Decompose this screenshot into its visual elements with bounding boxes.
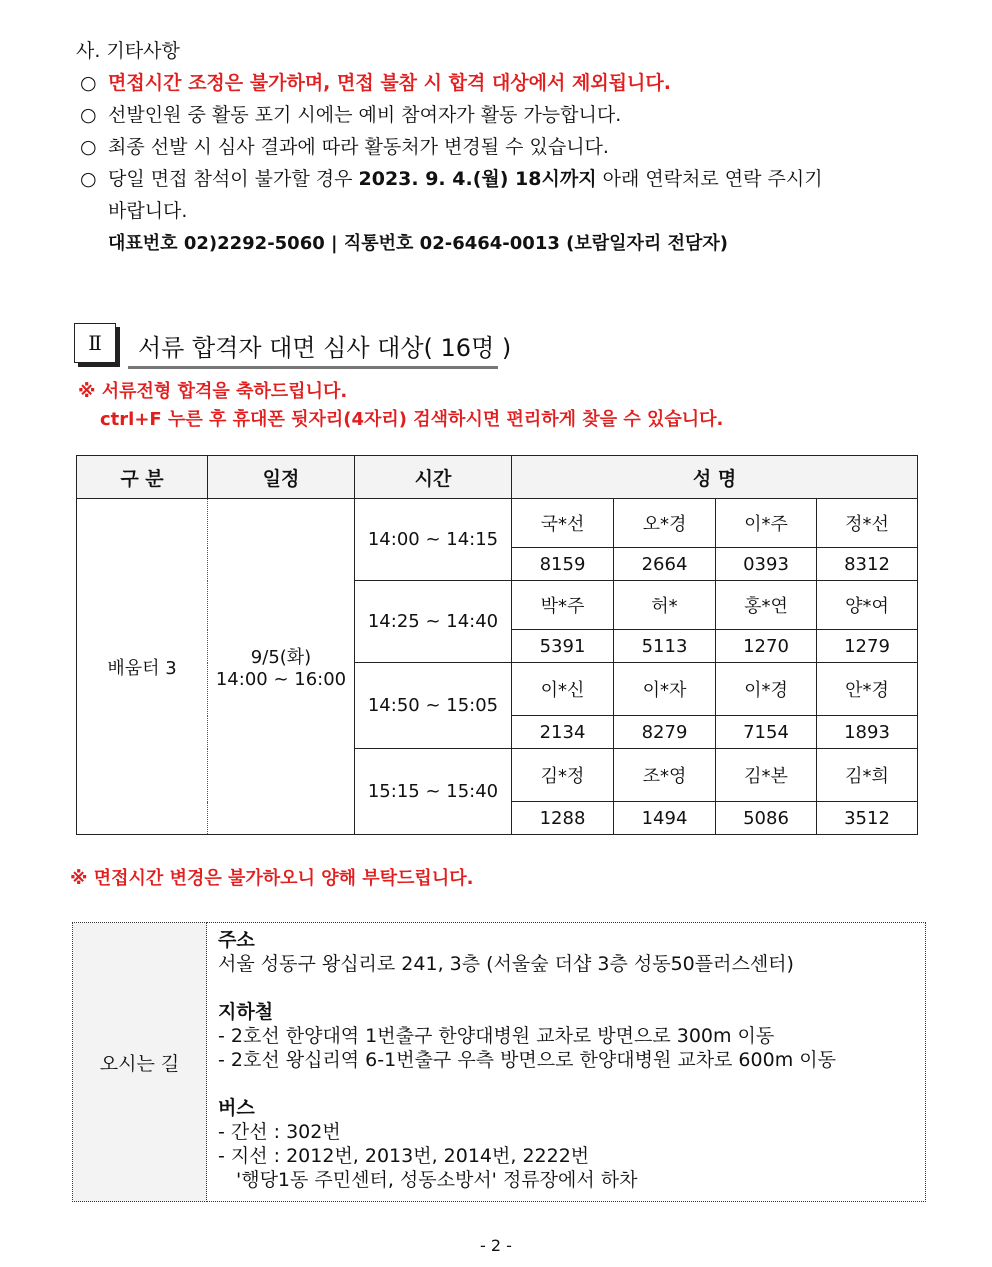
header-category: 구 분 (77, 456, 208, 499)
subway-title: 지하철 (218, 1001, 274, 1023)
applicant-name: 김*정 (512, 749, 614, 802)
directions-table (72, 922, 926, 1202)
phone-last4: 1279 (817, 630, 918, 663)
etc-item-1 (80, 68, 671, 95)
phone-last4: 1893 (817, 716, 918, 749)
phone-last4: 5113 (614, 630, 716, 663)
applicant-name: 홍*연 (716, 581, 817, 630)
time-slot-1: 14:00 ~ 14:15 (355, 499, 512, 581)
circle-bullet-icon: ○ (80, 104, 97, 126)
date-time-range: 14:00 ~ 16:00 (215, 669, 347, 690)
section-heading-etc: 사. 기타사항 (76, 40, 180, 62)
applicant-name: 안*경 (817, 663, 918, 716)
notice-congrats: ※ 서류전형 합격을 축하드립니다. (78, 381, 348, 402)
etc-item-1-text: 면접시간 조정은 불가하며, 면접 불참 시 합격 대상에서 제외됩니다. (108, 72, 671, 94)
circle-bullet-icon: ○ (80, 168, 97, 190)
table-header-row (77, 456, 918, 499)
applicant-name: 이*자 (614, 663, 716, 716)
applicant-name: 허* (614, 581, 716, 630)
header-name: 성 명 (512, 456, 918, 499)
phone-last4: 8312 (817, 548, 918, 581)
etc-item-3-text: 최종 선발 시 심사 결과에 따라 활동처가 변경될 수 있습니다. (108, 136, 609, 158)
bus-title: 버스 (218, 1097, 255, 1119)
bus-trunk-line: - 간선 : 302번 (218, 1121, 341, 1143)
time-slot-2: 14:25 ~ 14:40 (355, 581, 512, 663)
notice-no-time-change: ※ 면접시간 변경은 불가하오니 양해 부탁드립니다. (70, 868, 474, 889)
notice-search-tip: ctrl+F 누른 후 휴대폰 뒷자리(4자리) 검색하시면 편리하게 찾을 수 있습니다. (100, 409, 724, 430)
time-slot-4: 15:15 ~ 15:40 (355, 749, 512, 835)
applicant-name: 이*주 (716, 499, 817, 548)
directions-label: 오시는 길 (73, 923, 207, 1202)
page-number: - 2 - (480, 1236, 512, 1255)
applicant-name: 국*선 (512, 499, 614, 548)
phone-last4: 8159 (512, 548, 614, 581)
directions-row (73, 923, 926, 1202)
bus-branch-line: - 지선 : 2012번, 2013번, 2014번, 2222번 (218, 1145, 590, 1167)
time-slot-3: 14:50 ~ 15:05 (355, 663, 512, 749)
subway-route-1: - 2호선 한양대역 1번출구 한양대병원 교차로 방면으로 300m 이동 (218, 1025, 775, 1047)
applicant-name: 양*여 (817, 581, 918, 630)
phone-last4: 8279 (614, 716, 716, 749)
phone-last4: 1270 (716, 630, 817, 663)
circle-bullet-icon: ○ (80, 72, 97, 94)
phone-last4: 5086 (716, 802, 817, 835)
applicant-name: 이*신 (512, 663, 614, 716)
section-title-underline (128, 366, 498, 369)
phone-last4: 0393 (716, 548, 817, 581)
applicant-name: 박*주 (512, 581, 614, 630)
etc-item-2-text: 선발인원 중 활동 포기 시에는 예비 참여자가 활동 가능합니다. (108, 104, 622, 126)
etc-item-4-pre: 당일 면접 참석이 불가할 경우 (108, 168, 359, 190)
address-text: 서울 성동구 왕십리로 241, 3층 (서울숲 더샵 3층 성동50플러스센터) (218, 953, 794, 975)
etc-item-4-line2: 바랍니다. (108, 200, 188, 222)
section-title: 서류 합격자 대면 심사 대상( 16명 ) (138, 334, 512, 362)
contact-info: 대표번호 02)2292-5060 | 직통번호 02-6464-0013 (보람일자리 전담자) (108, 233, 728, 254)
etc-item-4-post: 아래 연락처로 연락 주시기 (596, 168, 823, 190)
applicant-name: 김*본 (716, 749, 817, 802)
applicant-name: 이*경 (716, 663, 817, 716)
subway-route-2: - 2호선 왕십리역 6-1번출구 우측 방면으로 한양대병원 교차로 600m 이동 (218, 1049, 836, 1071)
phone-last4: 3512 (817, 802, 918, 835)
applicant-name: 김*희 (817, 749, 918, 802)
etc-item-4 (80, 164, 823, 191)
etc-item-3 (80, 132, 609, 159)
bus-stop-info: '행당1동 주민센터, 성동소방서' 정류장에서 하차 (236, 1169, 638, 1191)
phone-last4: 5391 (512, 630, 614, 663)
circle-bullet-icon: ○ (80, 136, 97, 158)
applicant-name: 조*영 (614, 749, 716, 802)
header-time: 시간 (355, 456, 512, 499)
section-number-box: Ⅱ (74, 323, 116, 363)
etc-item-2 (80, 100, 621, 127)
address-title: 주소 (218, 929, 255, 951)
phone-last4: 1288 (512, 802, 614, 835)
header-date: 일정 (208, 456, 355, 499)
applicant-name: 정*선 (817, 499, 918, 548)
date-text: 9/5(화) (250, 647, 312, 668)
interview-schedule-table (76, 455, 918, 835)
phone-last4: 1494 (614, 802, 716, 835)
category-cell: 배움터 3 (77, 499, 208, 835)
phone-last4: 7154 (716, 716, 817, 749)
phone-last4: 2134 (512, 716, 614, 749)
date-cell (208, 499, 355, 835)
phone-last4: 2664 (614, 548, 716, 581)
applicant-name: 오*경 (614, 499, 716, 548)
etc-item-4-deadline: 2023. 9. 4.(월) 18시까지 (358, 168, 597, 190)
directions-content (207, 923, 926, 1202)
table-row (77, 499, 918, 548)
